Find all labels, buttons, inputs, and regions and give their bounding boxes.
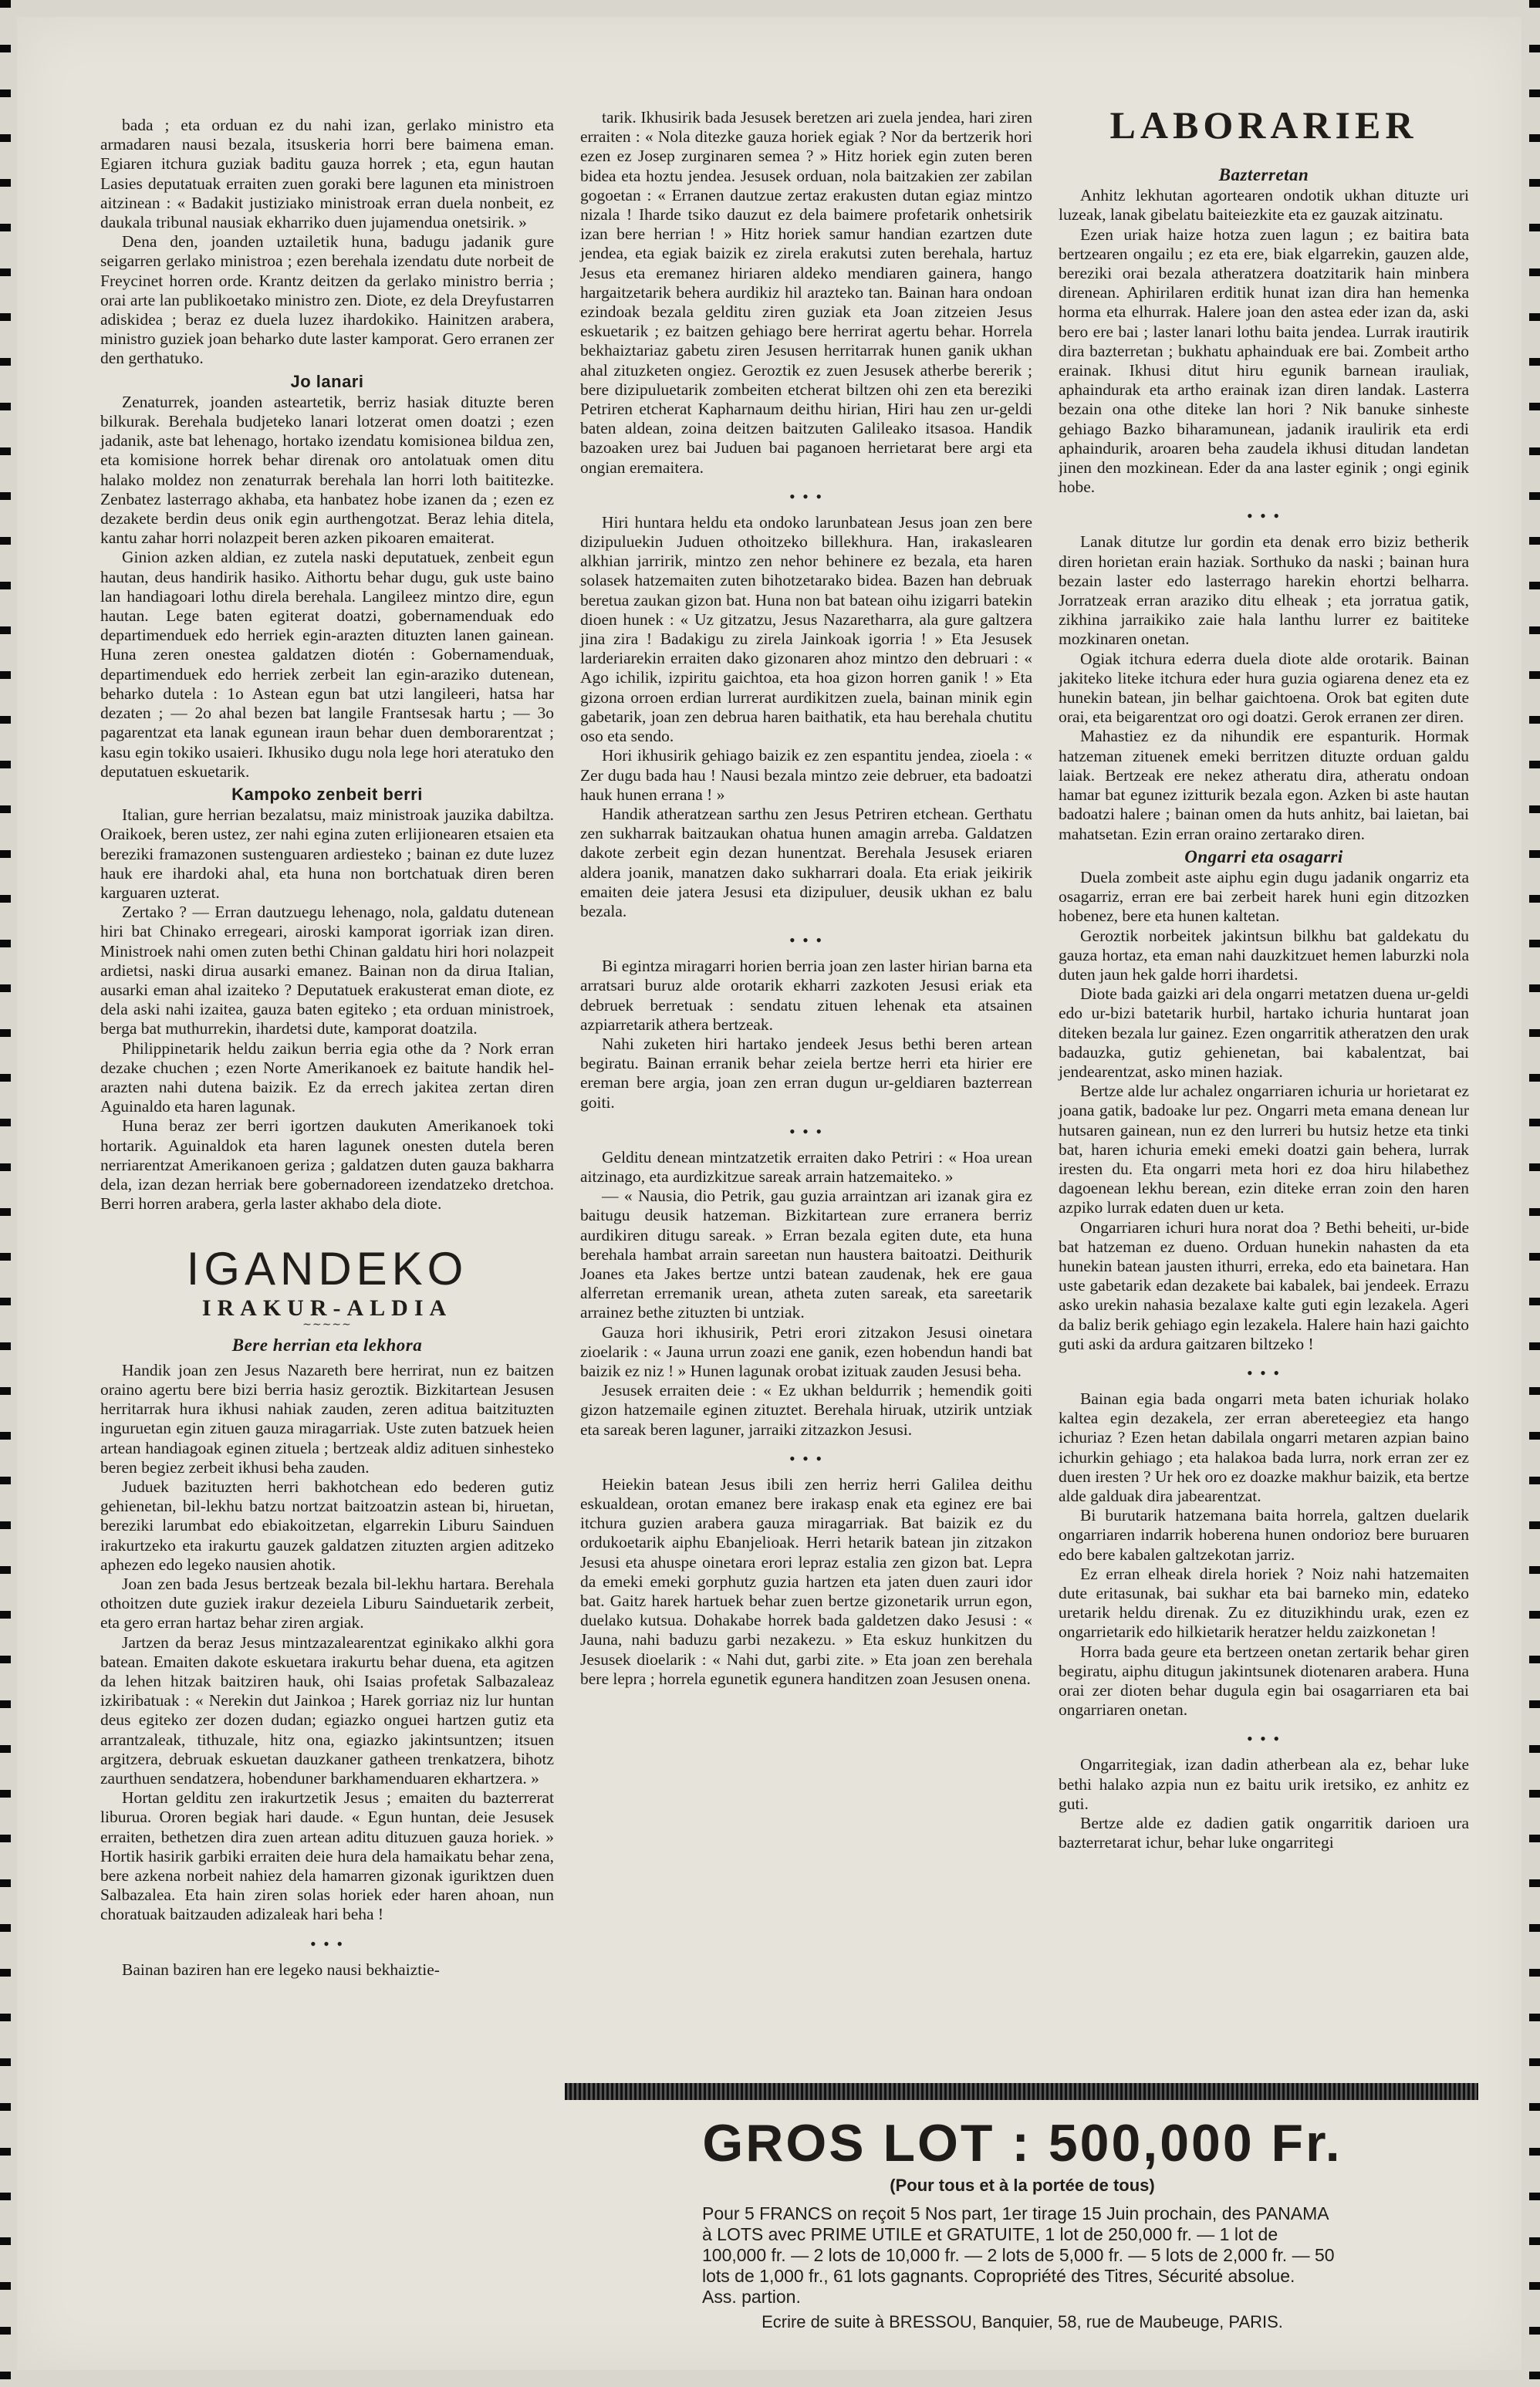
asterism-separator: • • • <box>789 1448 824 1468</box>
paragraph: Joan zen bada Jesus bertzeak bezala bil-lekhu hartara. Berehala othoitzen dute guziek irakur dezeiela Liburu Sainduetarik zerbeit, eta gero erran hartaz behar ziren argiak. <box>100 1575 554 1632</box>
paragraph: Duela zombeit aste aiphu egin dugu jadanik ongarriz eta osagarriz, erran ere bai zerbeit harek huni egin ditzozken hobenez, bere eta hunen kaltetan. <box>1059 867 1469 926</box>
right-edge-perforation <box>1529 0 1540 2387</box>
wave-ornament: ∼∼∼∼∼ <box>302 1318 352 1331</box>
paragraph: Ezen uriak haize hotza zuen lagun ; ez baitira bata bertzearen ongailu ; ez eta ere, biak elgarrekin, gauzen alde, bereziki orai bezala atheratzera doatzitarik hain minbera direnean. Aphirilaren erditik hunat izan dira han hemenka horma eta elhurrak. Halere joan den astea eder izan da, aski bero ere bai ; laster lanari lothu baita jendea. Lurrak irautirik dira bazterretan ; bukhatu aphainduak ere bai. Zombeit artho erainak. Ikhusi ditut hiru egunik barnean irauliak, aphaindurak eta artho erainak izan diren landak. Lasterra bezain ona othe diteke lan hori ? Nik banuke sinheste gehiago Bazko biharamunean, jadanik iraulirik eta erdi aphaindurik, aroaren beha zaudela ikhusi ditudan landetan jinen den mozkinean. Eder da ana laster eginik ; ongi eginik hobe. <box>1059 225 1469 497</box>
ad-offer-text: Pour 5 FRANCS on reçoit 5 Nos part, 1er tirage 15 Juin prochain, des PANAMA à LOTS avec PRIME UTILE et GRATUITE, 1 lot de 250,000 fr. — 1 lot de 100,000 fr. — 2 lots de 10,000 fr. — 2 lots de 5,000 fr. — 5 lots de 2,000 fr. — 50 lots de 1,000 fr., 61 lots gagnants. Copropriété des Titres, Sécurité absolue. <box>702 2203 1335 2286</box>
paragraph: Handik atheratzean sarthu zen Jesus Petriren etchean. Gerthatu zen sukharrak baitzaukan ohatua hunen amagin arreba. Galdatzen dakote zerbeit egin dezan hunentzat. Berehala Jesusek eriaren aldera joanik, manatzen dako sukharrari doala. Eta eriak jeikirik emaiten deie jatera Jesusi eta dizipuluer, deusik ukhan ez balu bezala. <box>580 804 1032 920</box>
paragraph: Bi burutarik hatzemana baita horrela, galtzen duelarik ongarriaren indarrik hoberena hunen ondorioz bere buruaren edo bere kabalen galtzekotan jarriz. <box>1059 1506 1469 1564</box>
paragraph: Hiri huntara heldu eta ondoko larunbatean Jesus joan zen bere dizipuluekin Juduen othoitzeko billekhura. Han, irakaslearen alkhian jarririk, mintzo zen nehor behinere ez bezala, eta haren solasek hatzemaiten zuten bihotzetarako bidea. Bazen han debruak beretua zaukan gizon bat. Huna non bat batean oihu izigarri batekin dioen hunek : « Uz gitzatzu, Jesus Nazaretharra, ala gure galtzera jina zira ! Badakigu zu zirela Jainkoak igorria ! » Eta Jesusek larderiarekin erraiten dako gizonaren ahoz mintzo den debruari : « Ago ichilik, izpiritu gaichtoa, eta hoa gizon horren ganik ! » Eta gizona orroen erdian lurrerat aurdikitzen zuela, bainan minik egin gabetarik, joan zen debrua haren baithatik, eta hau berehala chutitu oso eta sendo. <box>580 512 1032 746</box>
paragraph: Nahi zuketen hiri hartako jendeek Jesus bethi beren artean begiratu. Bainan erranik behar zeiela bertze herri eta hirier ere ereman bere argia, joan zen erran dugun ur-geldiaren bazterrean goiti. <box>580 1034 1032 1112</box>
paragraph: Jartzen da beraz Jesus mintzazalearentzat eginikako alkhi gora batean. Emaiten dakote eskuetara irakurtu behar duena, eta agitzen da lehen hitzak baitziren hauk, ohi Isaias profetak Salbazaleaz izkiribatuak : « Nerekin dut Jainkoa ; Harek gorriaz niz lur huntan deus egiteko zer dozen dudan; egiazko onguei hartzen gutiz eta arrantzaleak, tithuzale, hitz ona, egiazko jakintsuntzen; itsuen argitzera, debruak eskuetan dauzkaner gatheen trenkatzera, bihotz zaurthuen sendatzera, hobenduner barkhamenduaren ekhartzera. » <box>100 1632 554 1788</box>
paragraph: Hortan gelditu zen irakurtzetik Jesus ; emaiten du bazterrerat liburua. Ororen begiak hari daude. « Egun huntan, deie Jesusek erraiten, bethetzen dira zuen artean aditu dituzuen gauza horiek. » Hortik hasirik garbiki erraiten deie hura dela hamaikatu behar zena, bere azkena norbeit nahiez dela hamarren gizonak iguriktzen duen Salbazalea. Eta hain ziren solas horiek eder haren ahoan, nun choratuak baitzauden adizaleak hari beha ! <box>100 1788 554 1924</box>
paragraph: Bertze alde ez dadien gatik ongarritik darioen ura bazterretarat ichur, behar luke ongarritegi <box>1059 1814 1469 1852</box>
asterism-separator: • • • <box>1246 1729 1282 1749</box>
section-heading: Ongarri eta osagarri <box>1184 846 1343 866</box>
paragraph: Ogiak itchura ederra duela diote alde orotarik. Bainan jakiteko liteke itchura eder hura guzia ogiarena denez eta ez hunekin batean, jin belhar gaichtoena. Orok bat egiten dute orai, eta beigarentzat oro ogi doatzi. Gerok erranen zer diren. <box>1059 649 1469 727</box>
paragraph: Hori ikhusirik gehiago baizik ez zen espantitu jendea, zioela : « Zer dugu bada hau ! Nausi bezala mintzo zeie debruer, eta badoatzi hauk hunen errana ! » <box>580 746 1032 804</box>
ad-contact: Ecrire de suite à BRESSOU, Banquier, 58, rue de Maubeuge, PARIS. <box>762 2312 1283 2331</box>
column-right <box>1059 162 1469 1852</box>
section-heading: Jo lanari <box>290 371 364 391</box>
paragraph: Bainan baziren han ere legeko nausi bekhaiztie- <box>122 1960 440 1979</box>
paragraph: Philippinetarik heldu zaikun berria egia othe da ? Nork erran dezake chuchen ; ezen Norte Amerikanoek ez baitute handik hel-arazten nahi dutena baizik. Ez da errech jakitea zertan diren Aguinaldo eta haren lagunak. <box>100 1038 554 1116</box>
igandeko-header <box>100 1244 554 1354</box>
paragraph: Zenaturrek, joanden asteartetik, berriz hasiak dituzte beren bilkurak. Berehala budjeteko lanari lotzerat omen doatzi ; ezen jadanik, aste bat lehenago, hortako izendatu komisionea bildua zen, eta komisione horrek behar direnak oro antolatuak omen ditu halako moldez non zenaturrak berehala lan horri loth baititezke. Zenbatez lasterrago akhaba, eta hanbatez hobe izanen da ; ezen ez dezakete berdin deus onik egin aurthengotzat. Beraz lehia ditela, kantu zahar horri nolazpeit beren azken pikoaren emaiterat. <box>100 392 554 548</box>
irakur-aldia-subtitle: IRAKUR-ALDIA <box>201 1295 453 1322</box>
left-edge-perforation <box>0 0 11 2387</box>
paragraph: Bainan egia bada ongarri meta baten ichuriak holako kaltea egin dezakela, zer erran abereteegiez eta hango ichuriaz ? Ezen hetan dabilala ongarri metaren azpian baino ichurkin gehiago ; eta halakoa bada lurra, nork erran zer ez duen iresten ? Ur hek oro ez doazke makhur baizik, eta bertze alde galduak dira jabearentzat. <box>1059 1389 1469 1505</box>
ad-tagline: (Pour tous et à la portée de tous) <box>890 2176 1155 2195</box>
paragraph: Ginion azken aldian, ez zutela naski deputatuek, zenbeit egun hautan, deus handirik hasiko. Aithortu behar dugu, guk uste baino lan handiagoari lothu direla berehala. Langileez mintzo dire, egun hautan. Lege baten egiterat doatzi, gobernamenduak edo departimenduek edo herriek egin-arazten dituzten lanen gainean. Huna zeren onestea galdatzen diotén : Gobernamenduak, departimenduek edo herriek zerbeit lan egin-araziko dutenean, beharko dutela : 1o Astean egun bat utzi langileeri, hatsa har dezaten ; — 2o ahal bezen bat langile Frantsesak hartu ; — 3o pagarentzat eta lanak egunean iraun behar duen demborarentzat ; kasu egin tokiko usaieri. Ikhusiko dugu nola lege hori ateratuko den deputatuen eskuetarik. <box>100 548 554 781</box>
paragraph: Bertze alde lur achalez ongarriaren ichuria ur horietarat ez joana gatik, badoake lur pez. Ongarri meta emana denean lur hutsaren gainean, nun ez den lurreri bu hutsiz hetze eta tinki bat, haren ichuria emeki emeki doatzi gain behera, lurrak iresten du. Eta ongarri meta hori ez doa hiru hilabethez dagoenean lekhu berean, ezin diteke erran zoin den haren azpiko lurrak edaten duen ur keta. <box>1059 1082 1469 1217</box>
paragraph: Heiekin batean Jesus ibili zen herriz herri Galilea deithu eskualdean, orotan emanez bere irakasp enak eta eginez ere bai itchura guzien arabera gauza miragarriak. Bat baizik ez du ordukoetarik aiphu Ebanjelioak. Herri hetarik batean jin zitzakon Jesusi eta ahuspe oinetara erori lepraz estalia zen gizon bat. Lepra da emeki emeki gorphutz guzia hartzen eta jaten duen zauri idor bat. Gaitz harek hartuek behar zuen bertze gizonetarik urrun egon, duelako kutsua. Dohakabe horrek bada galdetzen dako Jesusi : « Jauna, nahi baduzu garbi nezakezu. » Eta eskuz hunkitzen du Jesusek dioelarik : « Nahi dut, garbi zite. » Eta joan zen berehala bere lepra ; horrela egunetik egunera handitzen zoan Jesusen onena. <box>580 1474 1032 1688</box>
paragraph: Horra bada geure eta bertzeen onetan zertarik behar giren begiratu, aiphu ditugun jakintsunek diotenaren arabera. Huna orai zer dioten behar dugula egin bai osagarriaren eta bai ongarriaren onetan. <box>1059 1642 1469 1720</box>
paragraph: tarik. Ikhusirik bada Jesusek beretzen ari zuela jendea, hari ziren erraiten : « Nola ditezke gauza horiek egiak ? Nor da bertzerik hori ezen ez Josep zurginaren semea ? » Hitz horiek egin zuten beren bidea eta hoztu jendea. Jesusek orduan, nola baitzakien zer zabilan gogoetan : « Erranen dautzue zertaz erakusten dutan egiaz mintzo nizala ! Iharde tsiko dauzut ez dela baimere profetarik onhetsirik izan bere herrian ! » Hitz horiek samur handian ezartzen dute jendea, eta egiak baizik ez zirela erakutsi zuten berehala, hartuz Jesus eta eremanez hiriaren aldeko mendiaren gainera, hango hargaitzetarik behera aurdikiz hil arazteko tan. Bainan hara ondoan ezindoak bezala gelditu ziren guziak eta Joan zitzeien Jesus eskuetarik ; ez baitzen gehiago bere herrirat agertu behar. Horrela bekhaiztariaz gabetu ziren Jesusen herritarrak hunen ganik ukhan ahal zituzketen ongiez. Geroztik ez zuen Jesusek atherbe bererik ; bere dizipuluetarik zombeiten etcherat biltzen ohi zen eta bereziki Petriren etcherat Kapharnaum deithu hirian, Hiri hau zen ur-geldi baten aldean, zoina deitzen baitzuten Galileako itsasoa. Handik bazoaken urez bai Juduen bai paganoen herrietarat bere argi eta ongian eremaitera. <box>580 108 1032 477</box>
paragraph: Jesusek erraiten deie : « Ez ukhan beldurrik ; hemendik goiti gizon hatzemaile eginen zituztet. Berehala hiruak, utzirik untziak eta sareak beren laguner, jarraiki zitzazkon Jesusi. <box>580 1381 1032 1439</box>
paragraph: Mahastiez ez da nihundik ere espanturik. Hormak hatzeman zituenek emeki berritzen dituzte orduan galdu laiak. Bertzeak ere nekez atheratu dira, atheratu ondoan hamar bat egunez izitturik bezala egon. Azken bi aste hautan badoatzi halere ; bainan omen da huts anhitz, bai laietan, bai mahatsetan. Ezin erran oraino zertarako diren. <box>1059 727 1469 843</box>
paragraph: Ez erran elheak direla horiek ? Noiz nahi hatzemaiten dute eritasunak, bai sukhar eta bai barneko min, edateko uretarik heldu direnak. Zu ez dituzikhindu urak, ezen ez ongarrietarik edo hilkietarik heratzer heldu zaizkonetan ! <box>1059 1564 1469 1642</box>
asterism-separator: • • • <box>789 486 824 506</box>
paragraph: Geroztik norbeitek jakintsun bilkhu bat galdekatu du gauza hortaz, eta eman nahi dauzkitzuet hemen laburzki nola duten jaun hek galde horri ihardetsi. <box>1059 926 1469 984</box>
section-heading: Kampoko zenbeit berri <box>231 784 423 804</box>
asterism-separator: • • • <box>1246 506 1282 526</box>
paragraph: Ongarriaren ichuri hura norat doa ? Bethi beheiti, ur-bide bat hatzeman ez dueno. Orduan hunekin nahasten da eta hunekin batean jausten ithurri, erreka, edo eta bainetara. Han uste gabetarik edan dezakete bai kabalek, bai jendeek. Errazu asko urekin nahasia bezalaxe kalte guti egin lezakela. Ageri da baliz berik gehiago egin lezakela. Halere hain hazi gaichto guti aski da ardura gaitzaren biltzeko ! <box>1059 1217 1469 1353</box>
asterism-separator: • • • <box>309 1933 345 1953</box>
paragraph: Diote bada gaizki ari dela ongarri metatzen duena ur-geldi edo ur-bizi batetarik hurbil, hartako ichuria huntarat joan diteken bezala lur gainez. Ezen ongarritik atheratzen den urak badauzka, gutiz gehienetan, bai kabalentzat, bai jendearentzat, asko minen haziak. <box>1059 984 1469 1081</box>
paragraph: Ongarritegiak, izan dadin atherbean ala ez, behar luke bethi halako azpia nun ez baitu urik iretsiko, ez anhitz ez guti. <box>1059 1755 1469 1813</box>
paragraph: Gauza hori ikhusirik, Petri erori zitzakon Jesusi oinetara zioelarik : « Jauna urrun zoazi ene ganik, ezen hobendun handi bat baizik ez niz ! » Hunen lagunak orobat izituak zauden Jesusi beha. <box>580 1322 1032 1380</box>
asterism-separator: • • • <box>1246 1362 1282 1383</box>
paragraph: Juduek bazituzten herri bakhotchean edo bederen gutiz gehienetan, bil-lekhu batzu nortzat baitzoatzin astean bi, hiruetan, bereziki larumbat edo ebiakoitzetan, elgarrekin Liburu Sainduen irakurtzeko eta irakurtu gauzek galdatzen zituzten argien aditzeko aphezen edo legeko nausien ahotik. <box>100 1477 554 1574</box>
ad-association-note: Ass. partion. <box>702 2287 801 2307</box>
paragraph: Bi egintza miragarri horien berria joan zen laster hirian barna eta arratsari buruz alde orotarik ekharri zazkoten Jesusi eriak eta debruek berretuak : sendatu zituen lehenak eta atsainen azpiarretarik athera bertzeak. <box>580 957 1032 1034</box>
asterism-separator: • • • <box>789 930 824 950</box>
section-heading: Bere herrian eta lekhora <box>231 1335 423 1355</box>
paragraph: Gelditu denean mintzatzetik erraiten dako Petriri : « Hoa urean aitzinago, eta aurdizkitzue sareak arrain hatzemaiteko. » <box>580 1147 1032 1186</box>
ad-body <box>586 2203 1458 2308</box>
ad-border-rule <box>565 2083 1478 2100</box>
paragraph: Italian, gure herrian bezalatsu, maiz ministroak jauzika dabiltza. Oraikoek, beren ustez, zer nahi egina zuten erlijionearen etsaien eta bereziki framazonen sustenguaren ardiesteko ; bainan ez dute luzez hauk ere ihardoki ahal, eta huna non bortchatuak diren beren karguaren uzterat. <box>100 805 554 902</box>
laborarier-title: LABORARIER <box>1109 103 1418 147</box>
paragraph: Dena den, joanden uztailetik huna, badugu jadanik gure seigarren gerlako ministroa ; ezen berehala izendatu dute norbeit de Freycinet horren orde. Krantz deitzen da gerlako ministro berria ; orai arte lan publikoetako ministro zen. Diote, ez dela Dreyfustarren adiskidea ; beraz ez duela luzez ihardokiko. Hainitzen arabera, ministro guziek joan beharko dute laster kamporat. Gero erranen zer den gerthatuko. <box>100 232 554 368</box>
lottery-advertisement <box>586 2114 1458 2332</box>
paragraph: Anhitz lekhutan agortearen ondotik ukhan dituzte uri luzeak, lanak gibelatu baiteiezkite eta ez gauzak aitzinatu. <box>1059 186 1469 225</box>
paragraph: — « Nausia, dio Petrik, gau guzia arraintzan ari izanak gira ez baitugu deusik hatzeman. Bizkitartean zure erranera berriz aurdikiren ditugu sareak. » Erran bezala egiten dute, eta huna berehala hambat arrain sareetan nun haustera baitoatzi. Deithurik Joanes eta Jakes bertze untzi batean zaudenak, hek ere gaua alferretan erremanik urean, atheta zuten sareak, eta sareetarik arrainez bethe zituzten bi untziak. <box>580 1187 1032 1322</box>
paragraph: Lanak ditutze lur gordin eta denak erro biziz betherik diren horietan erain haziak. Sorthuko da naski ; bainan hura bezain laster edo lasterrago harekin ehortzi belharra. Jorratzeak erran araziko ditu elheak ; eta jorratua gatik, zikhina jarraikiko zaie hala lanthu lurrer ez baititeke mozkinaren onetan. <box>1059 532 1469 649</box>
paragraph: Zertako ? — Erran dautzuegu lehenago, nola, galdatu dutenean hiri bat Chinako erregeari, airoski kamporat igorriak izan diren. Ministroek nahi omen zuten bethi Chinan galdatu hiri hori nolazpeit ardietsi, naski dirua ausarki emanez. Bainan non da dirua Italian, ausarki eman ahal izaiteko ? Deputatuek erakusterat eman diote, ez dela aski nahi izaitea, gauza baten egiteko ; eta orduan ministroek, berga bat muthurrekin, ihardetsi dute, kamporat doatzila. <box>100 903 554 1038</box>
section-heading: Bazterretan <box>1218 165 1309 184</box>
column-left <box>100 116 554 1980</box>
asterism-separator: • • • <box>789 1121 824 1141</box>
igandeko-title: IGANDEKO <box>186 1243 468 1295</box>
paragraph: Huna beraz zer berri igortzen daukuten Amerikanoek toki hortarik. Aguinaldok eta haren lagunek onesten dutela beren nerriarentzat Amerikanoen geriza ; galdatzen duten gauza bakharra dela, izan dezan herriak bere gobernadoreen izendatzeko dretchoa. Berri horren arabera, gerla laster akhabo dela diote. <box>100 1116 554 1214</box>
paragraph: bada ; eta orduan ez du nahi izan, gerlako ministro eta armadaren nausi bezala, itsuskeria horri bere baimena eman. Egiaren itchura guziak baditu gauza horrek ; eta, egun hautan Lasies deputatuak erraiten zuen goraki bere lagunen eta ministroen aitzinean : « Badakit justiziako ministroak erran duela nonbeit, ez daukala tribunal nausiak ekharriko duen jujamendua onetsirik. » <box>100 116 554 232</box>
ad-title: GROS LOT : 500,000 Fr. <box>702 2114 1342 2173</box>
column-middle <box>580 108 1032 1689</box>
paragraph: Handik joan zen Jesus Nazareth bere herrirat, nun ez baitzen oraino agertu bere bizi berria hasiz geroztik. Bizkitartean Jesusen herritarrak hura ikhusi nahiak zauden, zeren aditua baitzituzten inguruetan egin zituen gauza miragarriak. Uste zuten batzuek heien artean handiagoak eginen zituela ; bertzeak aldiz adituen sinhesteko beren begiez zerbeit ikhusi beha zauden. <box>100 1360 554 1477</box>
